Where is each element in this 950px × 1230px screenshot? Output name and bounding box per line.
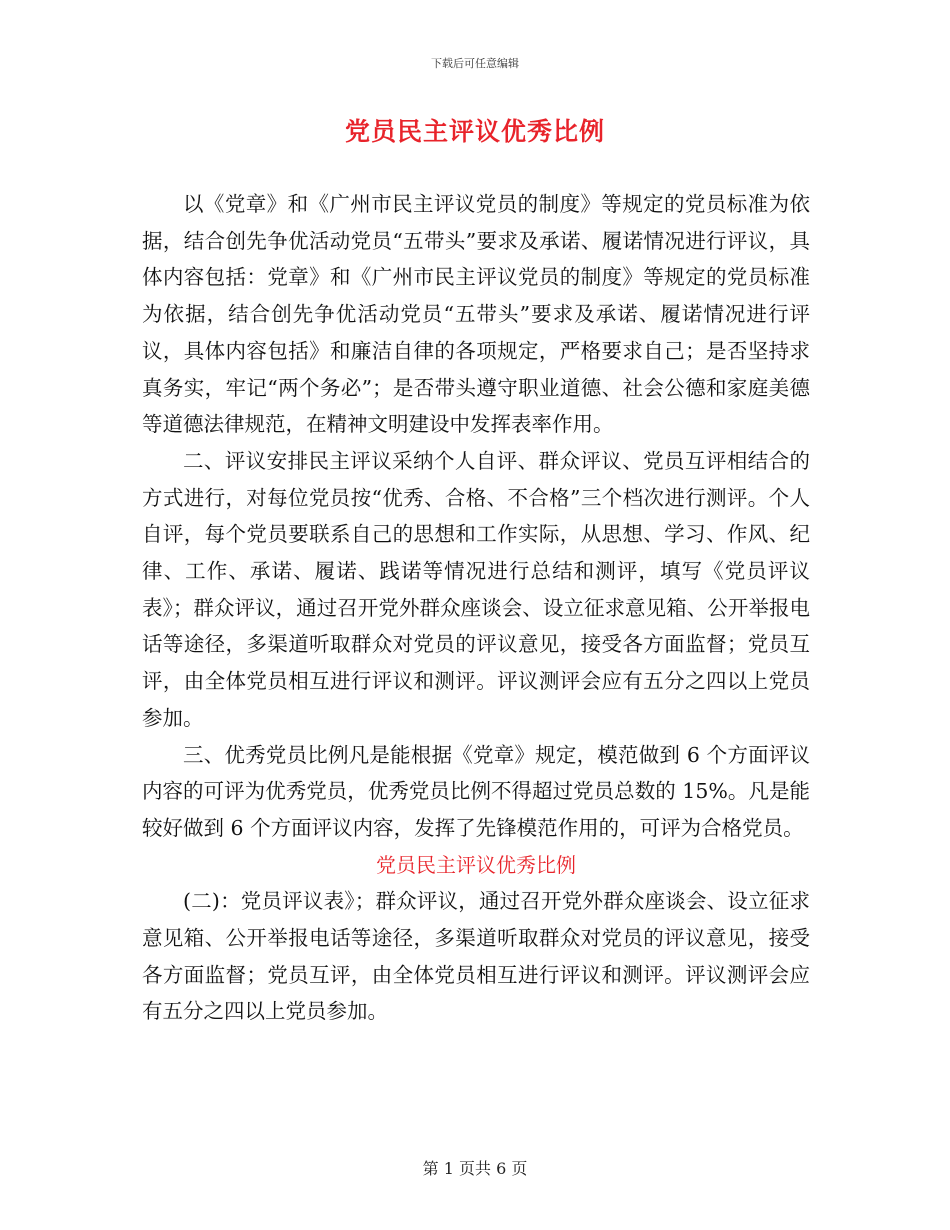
page-number: 第 1 页共 6 页 bbox=[422, 1159, 528, 1178]
section-subtitle: 党员民主评议优秀比例 bbox=[376, 852, 576, 877]
document-body bbox=[142, 186, 810, 1030]
page-header-note: 下载后可任意编辑 bbox=[431, 57, 519, 70]
paragraph-3: 三、优秀党员比例凡是能根据《党章》规定，模范做到 6 个方面评议内容的可评为优秀党员，优秀党员比例不得超过党员总数的 15%。凡是能较好做到 6 个方面评议内容，发挥了先锋模范作用的，可评为合格党员。 bbox=[142, 742, 810, 840]
paragraph-4: (二)：党员评议表》；群众评议，通过召开党外群众座谈会、设立征求意见箱、公开举报电话等途径，多渠道听取群众对党员的评议意见，接受各方面监督；党员互评，由全体党员相互进行评议和测评。评议测评会应有五分之四以上党员参加。 bbox=[142, 889, 810, 1024]
paragraph-1: 以《党章》和《广州市民主评议党员的制度》等规定的党员标准为依据，结合创先争优活动党员“五带头”要求及承诺、履诺情况进行评议，具体内容包括：党章》和《广州市民主评议党员的制度》等规定的党员标准为依据，结合创先争优活动党员“五带头”要求及承诺、履诺情况进行评议，具体内容包括》和廉洁自律的各项规定，严格要求自己；是否坚持求真务实，牢记“两个务必”；是否带头遵守职业道德、社会公德和家庭美德等道德法律规范，在精神文明建设中发挥表率作用。 bbox=[142, 192, 810, 437]
paragraph-2: 二、评议安排民主评议采纳个人自评、群众评议、党员互评相结合的方式进行，对每位党员按“优秀、合格、不合格”三个档次进行测评。个人自评，每个党员要联系自己的思想和工作实际，从思想、学习、作风、纪律、工作、承诺、履诺、践诺等情况进行总结和测评，填写《党员评议表》；群众评议，通过召开党外群众座谈会、设立征求意见箱、公开举报电话等途径，多渠道听取群众对党员的评议意见，接受各方面监督；党员互评，由全体党员相互进行评议和测评。评议测评会应有五分之四以上党员参加。 bbox=[142, 448, 810, 730]
document-title: 党员民主评议优秀比例 bbox=[344, 117, 605, 146]
